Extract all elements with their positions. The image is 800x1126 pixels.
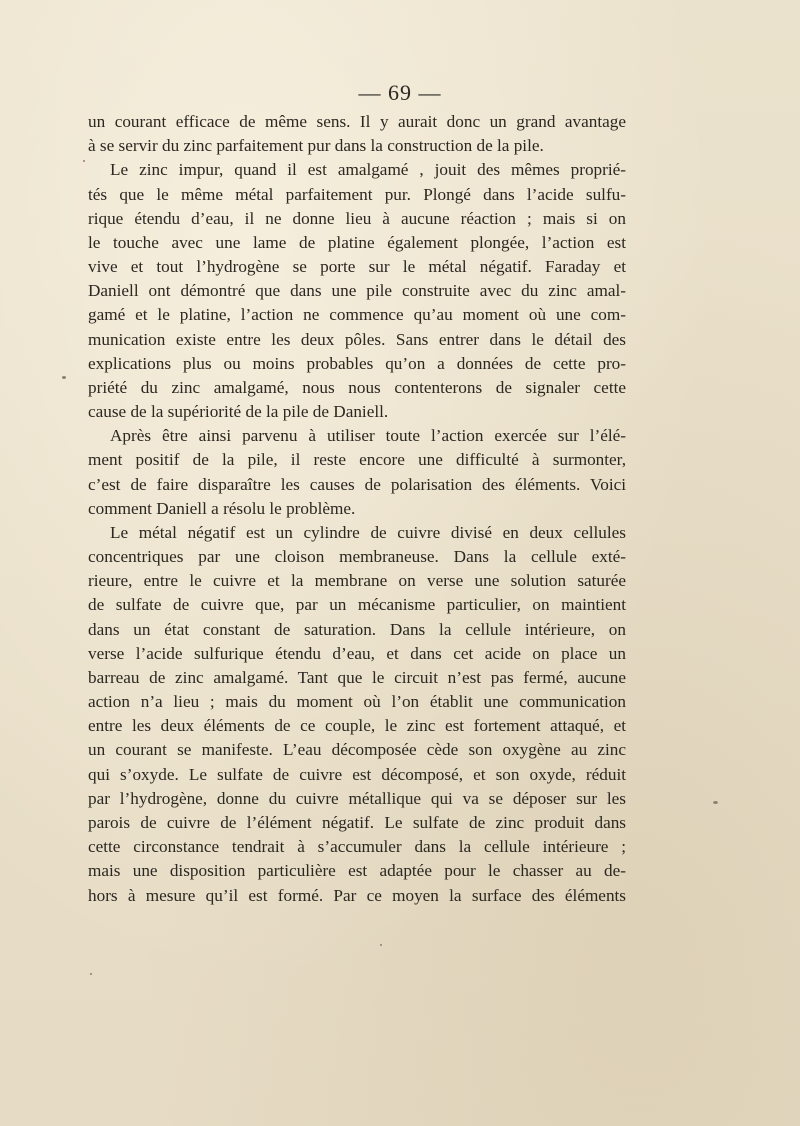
text-line: Le métal négatif est un cylindre de cuivre divisé en deux cellules xyxy=(110,522,626,542)
paper-speck xyxy=(713,801,718,804)
text-line: qui s’oxyde. Le sulfate de cuivre est décomposé, et son oxyde, réduit xyxy=(88,764,626,784)
text-line: munication existe entre les deux pôles. Sans entrer dans le détail des xyxy=(88,329,626,349)
text-line: verse l’acide sulfurique étendu d’eau, et dans cet acide on place un xyxy=(88,643,626,663)
text-line: explications plus ou moins probables qu’on a données de cette pro- xyxy=(88,353,626,373)
paper-speck xyxy=(380,944,382,946)
text-line: parois de cuivre de l’élément négatif. Le sulfate de zinc produit dans xyxy=(88,812,626,832)
text-line: un courant efficace de même sens. Il y aurait donc un grand avantage xyxy=(88,112,626,131)
text-line: hors à mesure qu’il est formé. Par ce moyen la surface des éléments xyxy=(88,885,626,905)
page-number: — 69 — xyxy=(358,80,442,105)
text-line: dans un état constant de saturation. Dans la cellule intérieure, on xyxy=(88,619,626,639)
text-line: entre les deux éléments de ce couple, le zinc est fortement attaqué, et xyxy=(88,716,626,736)
text-line: par l’hydrogène, donne du cuivre métallique qui va se déposer sur les xyxy=(88,788,626,808)
text-line: rieure, entre le cuivre et la membrane on verse une solution saturée xyxy=(88,571,626,591)
text-line: tés que le même métal parfaitement pur. Plongé dans l’acide sulfu- xyxy=(88,184,626,204)
paper-speck xyxy=(83,160,85,162)
text-line: le touche avec une lame de platine également plongée, l’action est xyxy=(88,232,626,252)
text-line: Daniell ont démontré que dans une pile construite avec du zinc amal- xyxy=(88,281,626,301)
text-line: gamé et le platine, l’action ne commence qu’au moment où une com- xyxy=(88,305,626,325)
text-line: ment positif de la pile, il reste encore une difficulté à surmonter, xyxy=(88,450,626,470)
text-line: vive et tout l’hydrogène se porte sur le métal négatif. Faraday et xyxy=(88,257,626,277)
text-line: cause de la supériorité de la pile de Daniell. xyxy=(88,402,389,422)
text-line: barreau de zinc amalgamé. Tant que le circuit n’est pas fermé, aucune xyxy=(88,667,626,687)
paper-speck xyxy=(62,376,66,379)
text-line: cette circonstance tendrait à s’accumuler dans la cellule intérieure ; xyxy=(88,837,626,857)
text-line: action n’a lieu ; mais du moment où l’on établit une communication xyxy=(88,692,626,712)
text-line: Le zinc impur, quand il est amalgamé , jouit des mêmes proprié- xyxy=(110,160,626,180)
text-line: à se servir du zinc parfaitement pur dans la construction de la pile. xyxy=(88,136,544,156)
body-text xyxy=(88,110,626,908)
text-line: Après être ainsi parvenu à utiliser toute l’action exercée sur l’élé- xyxy=(110,426,626,446)
text-line: de sulfate de cuivre que, par un mécanisme particulier, on maintient xyxy=(88,595,626,615)
text-line: comment Daniell a résolu le problème. xyxy=(88,498,356,518)
text-line: rique étendu d’eau, il ne donne lieu à aucune réaction ; mais si on xyxy=(88,208,626,228)
text-line: un courant se manifeste. L’eau décomposée cède son oxygène au zinc xyxy=(88,740,626,760)
paper-speck xyxy=(90,973,92,975)
text-line: concentriques par une cloison membraneuse. Dans la cellule exté- xyxy=(88,547,626,567)
text-line: mais une disposition particulière est adaptée pour le chasser au de- xyxy=(88,861,626,881)
text-line: c’est de faire disparaître les causes de polarisation des éléments. Voici xyxy=(88,474,626,494)
text-line: priété du zinc amalgamé, nous nous contenterons de signaler cette xyxy=(88,377,626,397)
